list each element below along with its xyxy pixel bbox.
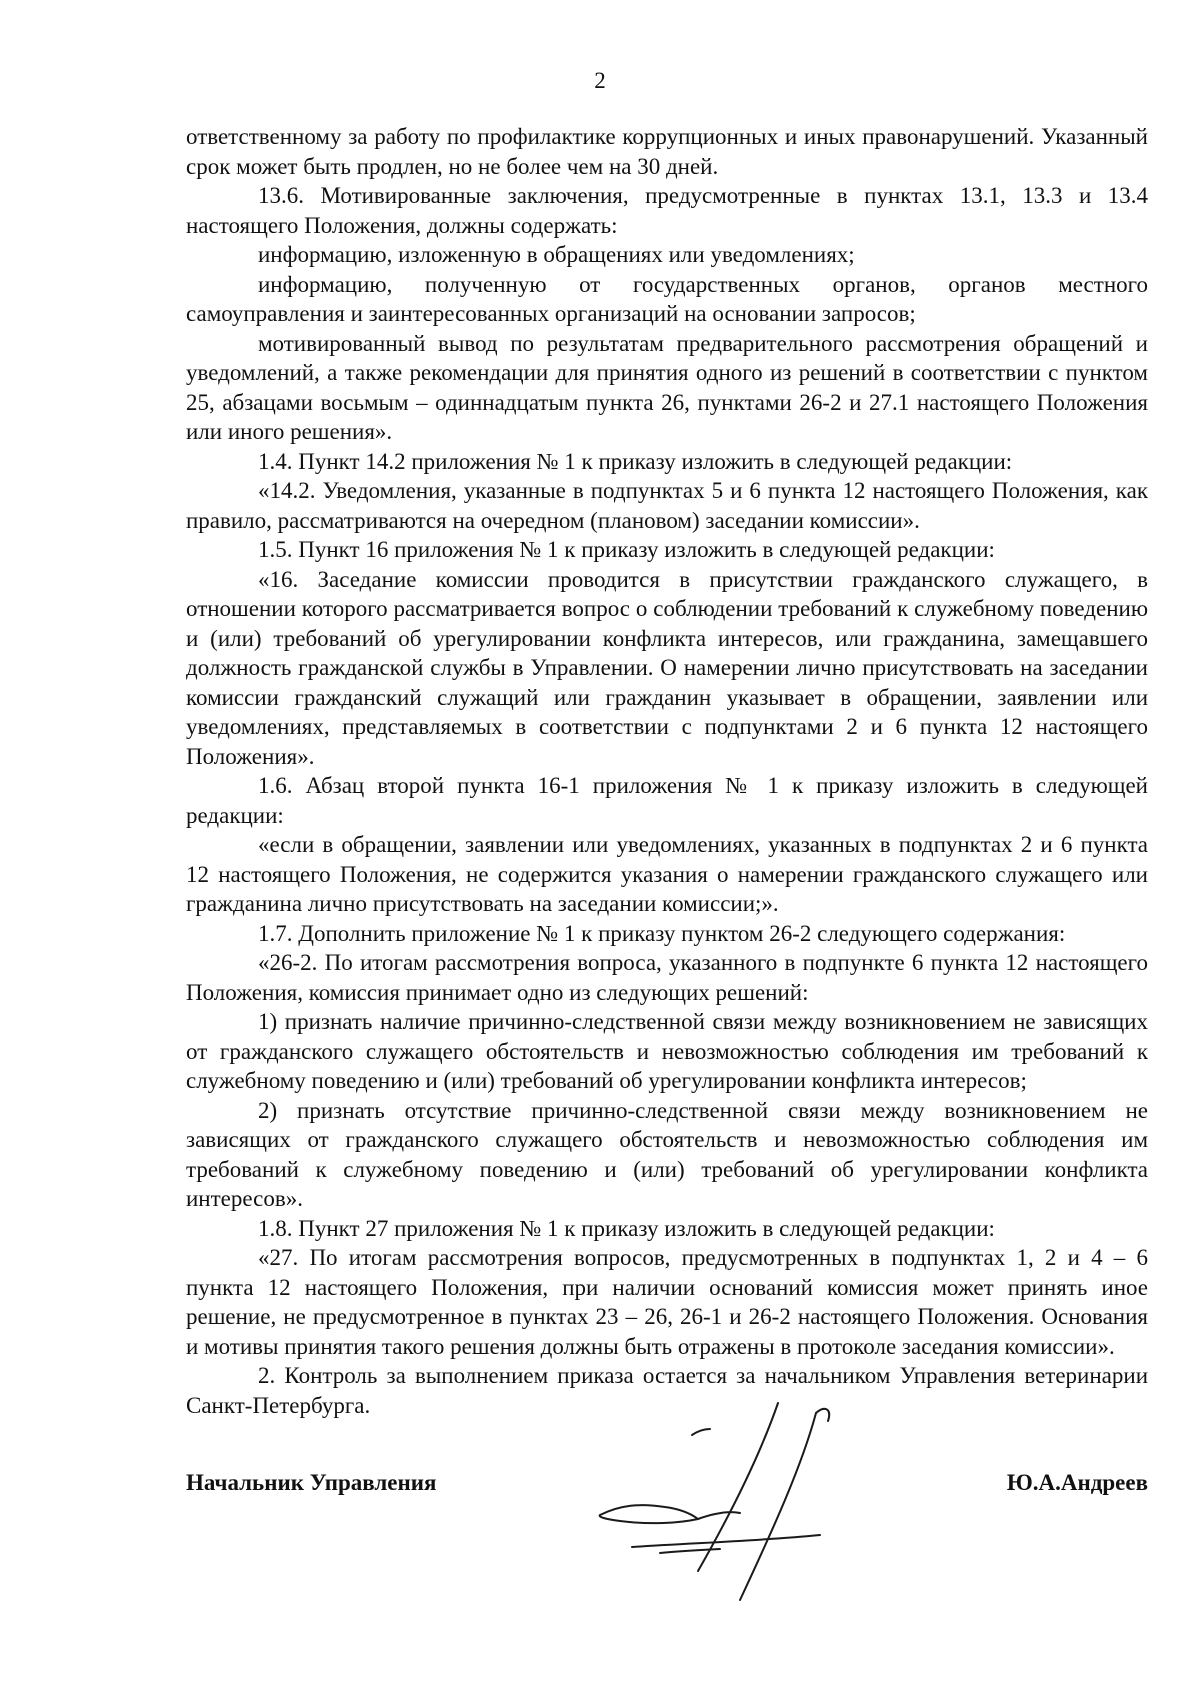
signatory-name: Ю.А.Андреев [1006, 1470, 1148, 1495]
paragraph: информацию, полученную от государственных органов, органов местного самоуправления и заинтересованных организаций на основании запросов; [186, 271, 1148, 326]
paragraph: 1.4. Пункт 14.2 приложения № 1 к приказу изложить в следующей редакции: [258, 448, 1013, 474]
paragraph: 13.6. Мотивированные заключения, предусмотренные в пунктах 13.1, 13.3 и 13.4 настоящего Положения, должны содержать: [186, 183, 1148, 238]
paragraph: «если в обращении, заявлении или уведомлениях, указанных в подпунктах 2 и 6 пункта 12 настоящего Положения, не содержится указания о намерении гражданского служащего или гражданина лично присутствовать на заседании комиссии;». [186, 832, 1148, 916]
paragraph: 1.6. Абзац второй пункта 16-1 приложения № 1 к приказу изложить в следующей редакции: [186, 773, 1148, 828]
paragraph: 1.8. Пункт 27 приложения № 1 к приказу изложить в следующей редакции: [258, 1215, 995, 1241]
signatory-title: Начальник Управления [186, 1470, 437, 1495]
paragraph: 2) признать отсутствие причинно-следственной связи между возникновением не зависящих от гражданского служащего обстоятельств и невозможностью соблюдения им требований к служебному поведению и (или) требований об урегулировании конфликта интересов». [186, 1097, 1148, 1211]
paragraph: 1) признать наличие причинно-следственной связи между возникновением не зависящих от гражданского служащего обстоятельств и невозможностью соблюдения им требований к служебному поведению и (или) требований об урегулировании конфликта интересов; [186, 1009, 1148, 1093]
handwritten-signature [570, 1395, 910, 1615]
paragraph: «26-2. По итогам рассмотрения вопроса, указанного в подпункте 6 пункта 12 настоящего Положения, комиссия принимает одно из следующих решений: [186, 950, 1148, 1005]
page-number: 2 [594, 68, 606, 93]
paragraph: 1.7. Дополнить приложение № 1 к приказу пунктом 26-2 следующего содержания: [258, 920, 1066, 946]
paragraph: «16. Заседание комиссии проводится в присутствии гражданского служащего, в отношении которого рассматривается вопрос о соблюдении требований к служебному поведению и (или) требований об урегулировании конфликта интересов, или гражданина, замещавшего должность гражданской службы в Управлении. О намерении лично присутствовать на заседании комиссии гражданский служащий или гражданин указывает в обращении, заявлении или уведомлениях, представляемых в соответствии с подпунктами 2 и 6 пункта 12 настоящего Положения». [186, 566, 1148, 769]
paragraph: 1.5. Пункт 16 приложения № 1 к приказу изложить в следующей редакции: [258, 537, 995, 562]
document-body [186, 122, 1148, 1420]
paragraph: мотивированный вывод по результатам предварительного рассмотрения обращений и уведомлений, а также рекомендации для принятия одного из решений в соответствии с пунктом 25, абзацами восьмым – одиннадцатым пункта 26, пунктами 26-2 и 27.1 настоящего Положения или иного решения». [186, 330, 1148, 444]
paragraph: информацию, изложенную в обращениях или уведомлениях; [258, 242, 855, 267]
paragraph: ответственному за работу по профилактике коррупционных и иных правонарушений. Указанный срок может быть продлен, но не более чем на 30 дней. [186, 124, 1148, 179]
paragraph: «14.2. Уведомления, указанные в подпунктах 5 и 6 пункта 12 настоящего Положения, как правило, рассматриваются на очередном (плановом) заседании комиссии». [186, 478, 1148, 533]
paragraph: 2. Контроль за выполнением приказа остается за начальником Управления ветеринарии Санкт-Петербурга. [186, 1363, 1148, 1418]
paragraph: «27. По итогам рассмотрения вопросов, предусмотренных в подпунктах 1, 2 и 4 – 6 пункта 12 настоящего Положения, при наличии оснований комиссия может принять иное решение, не предусмотренное в пунктах 23 – 26, 26-1 и 26-2 настоящего Положения. Основания и мотивы принятия такого решения должны быть отражены в протоколе заседания комиссии». [186, 1245, 1148, 1359]
